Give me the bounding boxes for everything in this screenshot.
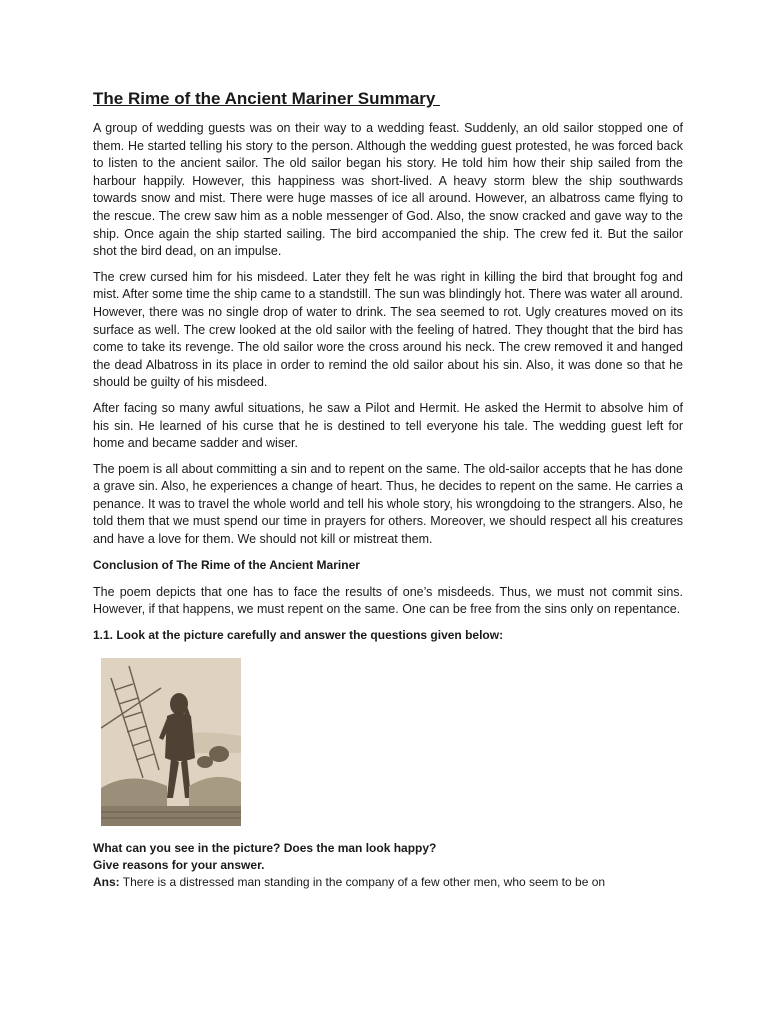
conclusion-paragraph: The poem depicts that one has to face the results of one’s misdeeds. Thus, we must not commit sins. However, if that happens, we must repent on the same. One can be free from the sins only on repentance.	[93, 584, 683, 617]
answer-line	[93, 874, 683, 892]
document-title: The Rime of the Ancient Mariner Summary	[93, 89, 440, 108]
summary-paragraph-2: The crew cursed him for his misdeed. Later they felt he was right in killing the bird that brought fog and mist. After some time the ship came to a standstill. The sun was blindingly hot. There was water all around. However, there was no single drop of water to drink. The sea seemed to rot. Ugly creatures moved on its surface as well. The crew looked at the old sailor with the feeling of hatred. They thought that the bird has come to take its revenge. The old sailor wore the cross around his neck. The crew removed it and hanged the dead Albatross in its place in order to remind the old sailor about his sin. Also, it was done so that he should be guilty of his misdeed.	[93, 269, 683, 390]
summary-paragraph-1: A group of wedding guests was on their way to a wedding feast. Suddenly, an old sailor stopped one of them. He started telling his story to the person. Although the wedding guest protested, he was forced back to listen to the ancient sailor. The old sailor began his story. He told him how their ship sailed from the harbour happily. However, this happiness was short-lived. A heavy storm blew the ship southwards towards snow and mist. There were huge masses of ice all around. However, an albatross came flying to the rescue. The crew saw him as a noble messenger of God. Also, the snow cracked and gave way to the ship. Once again the ship started sailing. The bird accompanied the ship. The crew fed it. But the sailor shot the bird dead, on an impulse.	[93, 121, 683, 259]
document-page	[93, 88, 683, 891]
question-line-2: Give reasons for your answer.	[93, 857, 265, 872]
answer-label: Ans:	[93, 874, 120, 889]
question-line-1: What can you see in the picture? Does the man look happy?	[93, 840, 437, 855]
summary-paragraph-4: The poem is all about committing a sin and to repent on the same. The old-sailor accepts that he has done a grave sin. Also, he experiences a change of heart. Thus, he decides to repent on the same. He carries a penance. It was to travel the whole world and tell his whole story, his wrongdoing to the strangers. Also, he told them that we must spend our time in prayers for others. Moreover, we should respect all his creatures and have a love for them. We should not kill or mistreat them.	[93, 461, 683, 547]
summary-paragraph-3: After facing so many awful situations, he saw a Pilot and Hermit. He asked the Hermit to absolve him of his sin. He learned of his curse that he is destined to tell everyone his tale. The wedding guest left for home and became sadder and wiser.	[93, 400, 683, 451]
exercise-instruction: 1.1. Look at the picture carefully and answer the questions given below:	[93, 627, 504, 642]
mariner-illustration	[101, 658, 241, 826]
conclusion-heading: Conclusion of The Rime of the Ancient Mariner	[93, 557, 360, 572]
answer-text: There is a distressed man standing in the company of a few other men, who seem to be on	[119, 874, 606, 889]
